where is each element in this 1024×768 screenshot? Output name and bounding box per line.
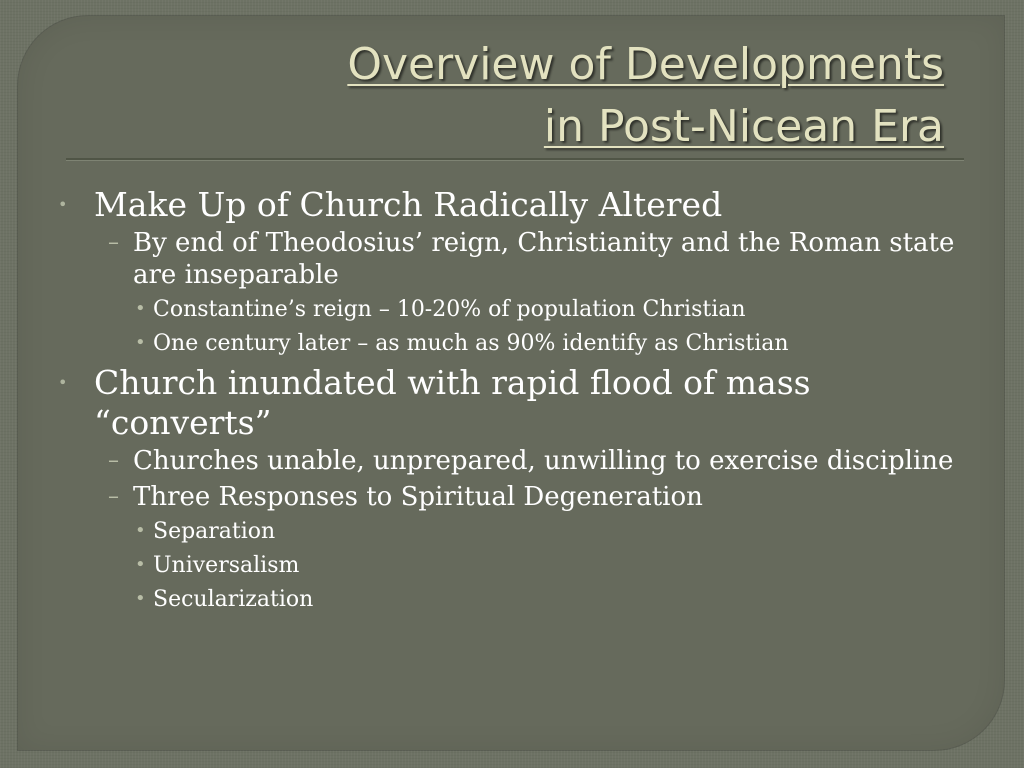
bullet-text: Make Up of Church Radically Altered: [94, 185, 723, 224]
bullet-text: Three Responses to Spiritual Degeneration: [133, 482, 703, 512]
bullet-dot-icon: •: [135, 554, 146, 575]
bullet-dash-icon: –: [108, 448, 119, 473]
bullet-text: Church inundated with rapid flood of mass “converts”: [94, 363, 811, 442]
bullet-text: Secularization: [153, 587, 314, 612]
bullet-item-level3: [58, 517, 958, 547]
slide-title-line1: Overview of Developments: [347, 39, 944, 90]
bullet-text: Separation: [153, 519, 276, 544]
title-divider: [66, 158, 964, 161]
bullet-dot-icon: •: [58, 195, 68, 214]
bullet-item-level3: [58, 585, 958, 615]
bullet-dot-icon: •: [135, 298, 146, 319]
bullet-dot-icon: •: [58, 373, 68, 392]
bullet-dash-icon: –: [108, 484, 119, 509]
bullet-text: Churches unable, unprepared, unwilling to exercise discipline: [133, 446, 954, 476]
bullet-text: Universalism: [153, 553, 300, 578]
bullet-text: One century later – as much as 90% identify as Christian: [153, 331, 789, 356]
bullet-item-level3: [58, 551, 958, 581]
bullet-item-level2: [58, 481, 958, 513]
bullet-item-level3: [58, 329, 958, 359]
slide-title: [347, 34, 944, 158]
bullet-dash-icon: –: [108, 230, 119, 255]
bullet-text: By end of Theodosius’ reign, Christianity and the Roman state are inseparable: [133, 228, 955, 290]
bullet-item-level2: [58, 227, 958, 291]
bullet-item-level2: [58, 445, 958, 477]
bullet-text: Constantine’s reign – 10-20% of population Christian: [153, 297, 746, 322]
bullet-item-level3: [58, 295, 958, 325]
bullet-dot-icon: •: [135, 588, 146, 609]
slide-body: [58, 185, 958, 619]
slide-title-line2: in Post-Nicean Era: [543, 101, 944, 152]
bullet-item-level1: [58, 185, 958, 225]
bullet-dot-icon: •: [135, 332, 146, 353]
bullet-dot-icon: •: [135, 520, 146, 541]
bullet-item-level1: [58, 363, 958, 443]
